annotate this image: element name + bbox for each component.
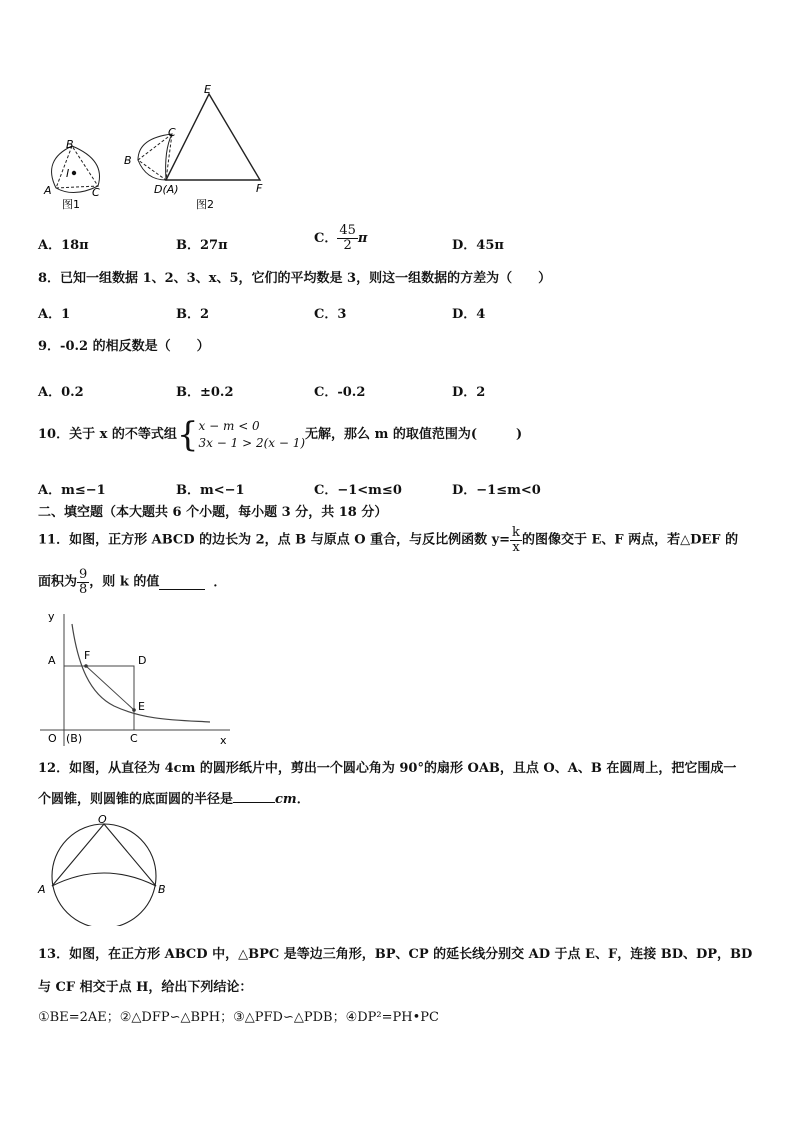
graph-label-f: F xyxy=(84,649,91,662)
q8-stem: 8．已知一组数据 1、2、3、x、5，它们的平均数是 3，则这一组数据的方差为（ ） xyxy=(38,271,552,286)
q9-option-a: A．0.2 xyxy=(38,385,84,400)
brace-icon: { xyxy=(176,415,199,455)
q10-option-a: A．m≤−1 xyxy=(38,483,106,498)
section-2-heading: 二、填空题（本大题共 6 个小题，每小题 3 分，共 18 分） xyxy=(38,505,388,520)
q7-c-num: 45 xyxy=(339,223,356,238)
graph-label-y: y xyxy=(48,610,55,623)
q11-frac-num: k xyxy=(512,525,520,540)
q7-option-c-fraction xyxy=(337,224,358,253)
square-abcd xyxy=(64,666,134,730)
q13-line3: ①BE=2AE；②△DFP∽△BPH；③△PFD∽△PDB；④DP²=PH•PC xyxy=(38,1010,439,1025)
q10-option-c: C．−1<m≤0 xyxy=(314,483,402,498)
q11-graph xyxy=(34,606,234,748)
q9-option-d: D．2 xyxy=(452,385,486,400)
q11-area-den: 8 xyxy=(79,582,88,597)
q11-frac-den: x xyxy=(512,540,520,555)
q13-line1: 13．如图，在正方形 ABCD 中，△BPC 是等边三角形，BP、CP 的延长线分别交 AD 于点 E、F，连接 BD、DP，BD xyxy=(38,947,753,962)
q11-line2-end: ． xyxy=(213,574,227,590)
q10-system xyxy=(199,418,306,452)
graph-label-d: D xyxy=(138,654,147,667)
q7-c-den: 2 xyxy=(343,238,352,253)
q12-line2-end: ． xyxy=(296,792,310,807)
label-o: O xyxy=(98,814,107,826)
point-f xyxy=(84,664,88,668)
graph-label-b: (B) xyxy=(66,732,83,745)
q8-option-b: B．2 xyxy=(176,307,210,322)
q10-stem xyxy=(38,415,523,455)
q11-line1-suffix: 的图像交于 E、F 两点，若△DEF 的 xyxy=(521,532,739,548)
q11-line2 xyxy=(38,568,226,597)
graph-label-e: E xyxy=(138,700,145,713)
center-dot xyxy=(72,171,76,175)
graph-label-a: A xyxy=(48,654,56,667)
graph-label-x: x xyxy=(220,734,227,747)
q12-line2-prefix: 个圆锥，则圆锥的底面圆的半径是 xyxy=(38,792,234,807)
q7-option-a: A．18π xyxy=(38,238,89,253)
q11-answer-blank[interactable] xyxy=(159,575,205,590)
q11-area-num: 9 xyxy=(79,567,88,582)
reuleaux-figure-2 xyxy=(138,94,260,180)
label-f2: F xyxy=(256,182,263,195)
q12-answer-blank[interactable] xyxy=(233,790,275,803)
point-e xyxy=(132,708,136,712)
q12-figure xyxy=(34,814,170,926)
label-b2: B xyxy=(124,154,132,167)
label-d2: D(A) xyxy=(154,183,179,196)
label-b1: B xyxy=(66,138,74,151)
label-i1: I xyxy=(66,167,70,180)
label-c2: C xyxy=(168,126,176,139)
q7-option-b: B．27π xyxy=(176,238,228,253)
q9-option-c: C．-0.2 xyxy=(314,385,366,400)
q10-option-b: B．m<−1 xyxy=(176,483,245,498)
fig1-caption: 图1 xyxy=(62,198,80,211)
q7-option-c xyxy=(314,224,367,253)
q10-stem-prefix: 10．关于 x 的不等式组 xyxy=(38,427,177,442)
q7-option-c-prefix: C． xyxy=(314,231,338,246)
q7-figure xyxy=(34,80,274,215)
q11-line1-prefix: 11．如图，正方形 ABCD 的边长为 2，点 B 与原点 O 重合，与反比例函数 y= xyxy=(38,532,511,548)
q8-option-c: C．3 xyxy=(314,307,347,322)
q11-line2-prefix: 面积为 xyxy=(38,574,78,590)
label-c1: C xyxy=(92,186,100,199)
q9-option-b: B．±0.2 xyxy=(176,385,234,400)
graph-label-c: C xyxy=(130,732,138,745)
label-e2: E xyxy=(204,83,211,96)
q13-line2: 与 CF 相交于点 H，给出下列结论： xyxy=(38,980,253,995)
fig2-caption: 图2 xyxy=(196,198,214,211)
label-a: A xyxy=(38,883,46,896)
q11-line1 xyxy=(38,526,738,555)
q10-option-d: D．−1≤m<0 xyxy=(452,483,541,498)
label-b: B xyxy=(158,883,166,896)
q10-system-line2: 3x − 1 > 2(x − 1) xyxy=(198,436,306,450)
graph-label-o: O xyxy=(48,732,57,745)
sector-oab xyxy=(52,824,156,886)
q12-line2 xyxy=(38,790,310,809)
paper-circle xyxy=(52,824,156,926)
q11-line2-suffix: ，则 k 的值 xyxy=(89,574,160,590)
q12-unit: cm xyxy=(275,792,297,807)
q12-line1: 12．如图，从直径为 4cm 的圆形纸片中，剪出一个圆心角为 90°的扇形 OAB，且点 O、A、B 在圆周上，把它围成一 xyxy=(38,761,737,776)
q9-stem: 9．-0.2 的相反数是（ ） xyxy=(38,339,210,354)
q8-option-d: D．4 xyxy=(452,307,486,322)
q11-function-fraction xyxy=(510,526,522,555)
q11-area-fraction xyxy=(77,568,89,597)
q10-system-line1: x − m < 0 xyxy=(198,419,260,433)
label-a1: A xyxy=(44,184,52,197)
q10-stem-suffix: 无解，那么 m 的取值范围为( ) xyxy=(305,427,523,442)
q7-option-d: D．45π xyxy=(452,238,504,253)
q8-option-a: A．1 xyxy=(38,307,71,322)
q7-option-c-suffix: π xyxy=(357,231,368,246)
